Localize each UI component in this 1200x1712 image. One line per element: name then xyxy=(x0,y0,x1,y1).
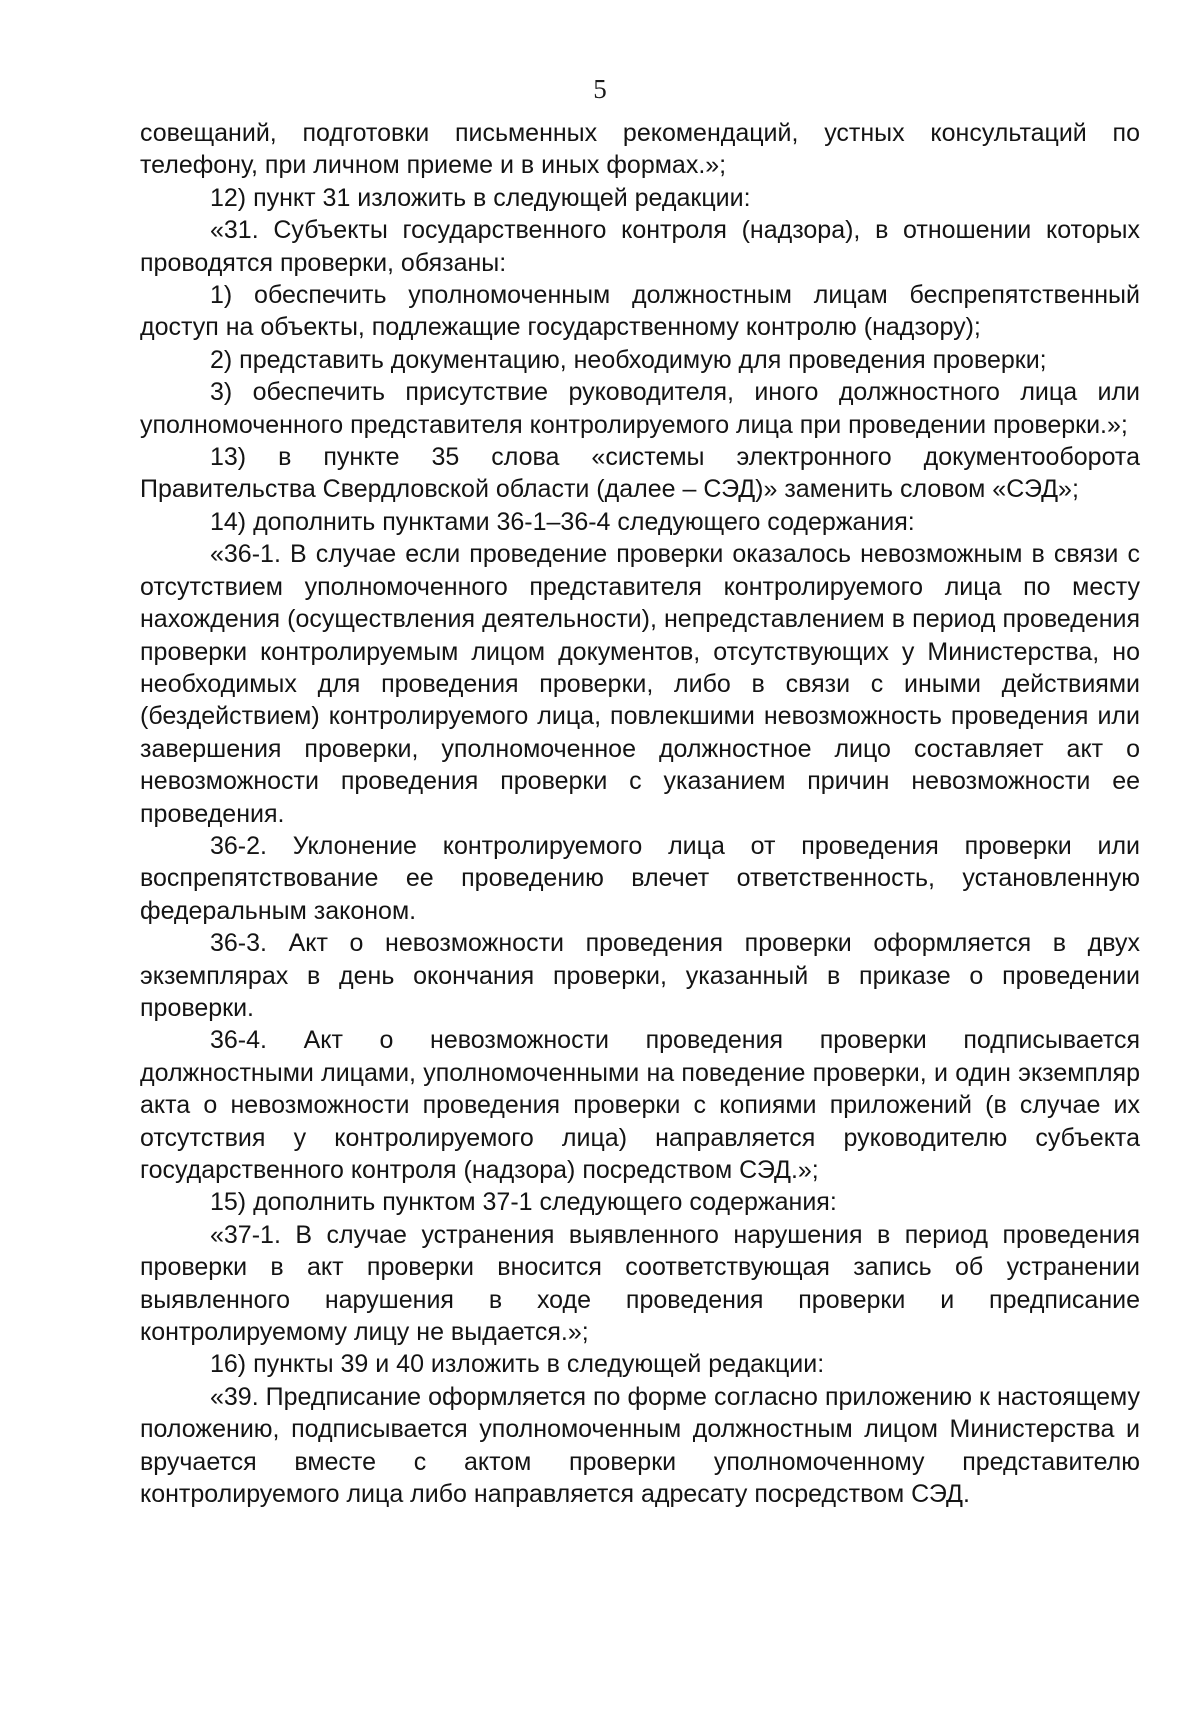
paragraph-item-16: 16) пункты 39 и 40 изложить в следующей редакции: xyxy=(210,1350,825,1379)
paragraph-clause-36-2: 36-2. Уклонение контролируемого лица от проведения проверки или воспрепятствование ее проведению влечет ответственность, установленную федеральным законом. xyxy=(140,831,1140,925)
paragraph-item-15: 15) дополнить пунктом 37-1 следующего содержания: xyxy=(210,1188,837,1217)
paragraph-clause-39: «39. Предписание оформляется по форме согласно приложению к настоящему положению, подписывается уполномоченным должностным лицом Министерства и вручается вместе с актом проверки уполномоченному представителю контролируемого лица либо направляется адресату посредством СЭД. xyxy=(140,1382,1140,1509)
paragraph-clause-31-item-1: 1) обеспечить уполномоченным должностным лицам беспрепятственный доступ на объекты, подлежащие государственному контролю (надзору); xyxy=(140,281,1140,342)
paragraph-clause-31: «31. Субъекты государственного контроля (надзора), в отношении которых проводятся проверки, обязаны: xyxy=(140,216,1140,277)
paragraph-clause-31-item-2: 2) представить документацию, необходимую для проведения проверки; xyxy=(210,345,1047,374)
paragraph-clause-37-1: «37-1. В случае устранения выявленного нарушения в период проведения проверки в акт проверки вносится соответствующая запись об устранении выявленного нарушения в ходе проведения проверки и предписание контролируемому лицу не выдается.»; xyxy=(140,1220,1140,1347)
paragraph-clause-36-4: 36-4. Акт о невозможности проведения проверки подписывается должностными лицами, уполномоченными на поведение проверки, и один экземпляр акта о невозможности проведения проверки с копиями приложений (в случае их отсутствия у контролируемого лица) направляется руководителю субъекта государственного контроля (надзора) посредством СЭД.»; xyxy=(140,1026,1140,1184)
paragraph-item-13: 13) в пункте 35 слова «системы электронного документооборота Правительства Свердловской области (далее – СЭД)» заменить словом «СЭД»; xyxy=(140,443,1140,504)
paragraph-clause-36-3: 36-3. Акт о невозможности проведения проверки оформляется в двух экземплярах в день окончания проверки, указанный в приказе о проведении проверки. xyxy=(140,929,1140,1022)
paragraph-clause-36-1: «36-1. В случае если проведение проверки оказалось невозможным в связи с отсутствием уполномоченного представителя контролируемого лица по месту нахождения (осуществления деятельности), непредставлением в период проведения проверки контролируемым лицом документов, отсутствующих у Министерства, но необходимых для проведения проверки, либо в связи с иными действиями (бездействием) контролируемого лица, повлекшими невозможность проведения или завершения проверки, уполномоченное должностное лицо составляет акт о невозможности проведения проверки с указанием причин невозможности ее проведения. xyxy=(140,540,1140,828)
paragraph-continuation: совещаний, подготовки письменных рекомендаций, устных консультаций по телефону, при личном приеме и в иных формах.»; xyxy=(140,119,1140,180)
document-body xyxy=(140,117,1140,1510)
paragraph-item-12: 12) пункт 31 изложить в следующей редакции: xyxy=(210,183,751,212)
paragraph-clause-31-item-3: 3) обеспечить присутствие руководителя, иного должностного лица или уполномоченного представителя контролируемого лица при проведении проверки.»; xyxy=(140,378,1140,439)
paragraph-item-14: 14) дополнить пунктами 36-1–36-4 следующего содержания: xyxy=(210,507,915,536)
page-number: 5 xyxy=(593,74,607,104)
